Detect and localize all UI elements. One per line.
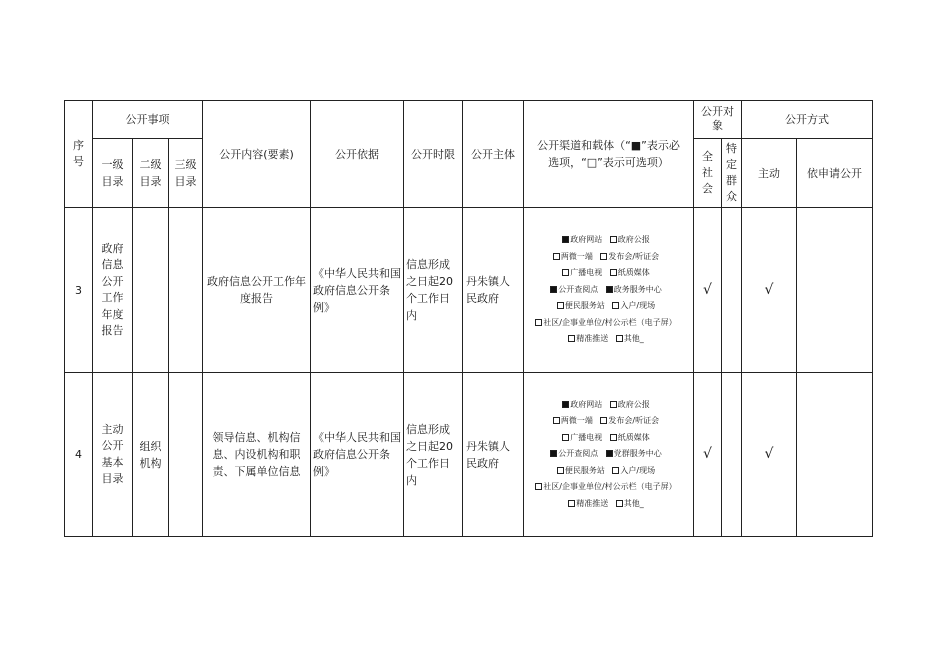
checkbox-icon [557, 302, 564, 309]
header-content [203, 101, 311, 208]
channel-label: 精准推送 [576, 498, 609, 508]
checkbox-icon [610, 401, 617, 408]
checkbox-icon [557, 467, 564, 474]
channel-option [568, 499, 608, 508]
row-aud-all [694, 208, 722, 373]
row-content [203, 208, 311, 373]
row-seq [65, 208, 93, 373]
channel-label: 党群服务中心 [613, 449, 662, 459]
channel-option [610, 268, 650, 277]
channel-label: 便民服务站 [564, 301, 605, 311]
checkbox-icon [562, 236, 569, 243]
channel-label: 两微一端 [560, 251, 593, 261]
header-aud-all [694, 139, 722, 208]
row-channels [524, 208, 694, 373]
channel-option [606, 449, 662, 458]
row-basis-text: 《中华人民共和国政府信息公开条例》 [313, 266, 401, 314]
row-aud-specific [722, 208, 742, 373]
header-audience [694, 101, 742, 139]
header-level3-text: 三级目录 [174, 158, 197, 188]
channel-line [524, 496, 693, 513]
row-content [203, 373, 311, 537]
header-item-group-text: 公开事项 [125, 113, 170, 126]
header-item-group [93, 101, 203, 139]
checkbox-icon [612, 467, 619, 474]
channel-option [535, 482, 676, 491]
row-time-limit [404, 373, 463, 537]
row-subject [463, 208, 524, 373]
checkbox-icon [568, 335, 575, 342]
row-seq-text: 3 [75, 283, 82, 297]
header-level3 [169, 139, 203, 208]
row-level1 [93, 208, 133, 373]
row-time-limit-text: 信息形成之日起20个工作日内 [406, 422, 453, 487]
row-content-text: 政府信息公开工作年度报告 [207, 275, 306, 305]
channel-label: 政府公报 [617, 235, 650, 245]
checkmark-icon: √ [764, 446, 774, 462]
header-audience-text: 公开对象 [701, 105, 734, 132]
channel-label: 政务服务中心 [613, 284, 662, 294]
channel-label: 纸质媒体 [617, 268, 650, 278]
header-method-text: 公开方式 [785, 113, 829, 126]
channel-option [562, 400, 602, 409]
row-seq [65, 373, 93, 537]
checkbox-icon [562, 401, 569, 408]
channel-label: 广播电视 [570, 268, 603, 278]
channel-option [600, 252, 659, 261]
checkbox-icon [610, 236, 617, 243]
channel-label: 政府网站 [570, 235, 603, 245]
row-level2 [133, 373, 169, 537]
channel-option [610, 433, 650, 442]
row-level2-text: 组织机构 [139, 439, 162, 470]
channel-label: 便民服务站 [564, 465, 605, 475]
row-subject-text: 丹朱镇人民政府 [466, 275, 510, 305]
checkbox-icon [562, 269, 569, 276]
channel-label: 社区/企事业单位/村公示栏（电子屏） [543, 317, 677, 327]
channel-option [550, 449, 598, 458]
row-aud-specific [722, 373, 742, 537]
header-method-request-text: 依申请公开 [807, 166, 862, 180]
channel-option [616, 334, 644, 343]
channel-label: 公开查阅点 [558, 284, 599, 294]
checkbox-icon [610, 269, 617, 276]
header-level1-text: 一级目录 [101, 158, 124, 188]
header-level1 [93, 139, 133, 208]
channel-option [600, 416, 659, 425]
checkbox-icon [550, 286, 557, 293]
channel-label: 其他_ [623, 334, 644, 344]
row-method-request [797, 208, 873, 373]
channel-line [524, 282, 693, 299]
channel-line [524, 413, 693, 430]
header-subject-text: 公开主体 [471, 147, 515, 161]
channel-line [524, 430, 693, 447]
channel-label: 精准推送 [576, 334, 609, 344]
channel-option [553, 252, 593, 261]
table-row [65, 373, 873, 537]
row-subject [463, 373, 524, 537]
row-level1 [93, 373, 133, 537]
checkbox-icon [568, 500, 575, 507]
row-level1-text: 政府信息公开工作年度报告 [101, 241, 124, 337]
channel-line [524, 249, 693, 266]
checkbox-icon [606, 450, 613, 457]
header-aud-specific-text: 特定群众 [726, 142, 737, 203]
channel-line [524, 232, 693, 249]
row-level3 [169, 208, 203, 373]
channel-label: 政府公报 [617, 399, 650, 409]
channel-line [524, 315, 693, 332]
checkmark-icon: √ [764, 281, 774, 298]
header-aud-all-text: 全社会 [702, 150, 713, 195]
channel-label: 社区/企事业单位/村公示栏（电子屏） [543, 482, 677, 492]
channel-label: 纸质媒体 [617, 432, 650, 442]
checkbox-icon [610, 434, 617, 441]
row-time-limit [404, 208, 463, 373]
channel-option [550, 285, 598, 294]
row-basis-text: 《中华人民共和国政府信息公开条例》 [313, 431, 401, 478]
header-subject [463, 101, 524, 208]
channel-label: 广播电视 [570, 432, 603, 442]
header-level2-text: 二级目录 [139, 158, 162, 188]
channel-label: 政府网站 [570, 399, 603, 409]
channel-option [568, 334, 608, 343]
channel-line [524, 331, 693, 348]
channel-option [562, 235, 602, 244]
checkbox-icon [600, 253, 607, 260]
row-basis [311, 208, 404, 373]
row-method-request [797, 373, 873, 537]
header-method-active-text: 主动 [758, 166, 780, 180]
channel-option [557, 301, 605, 310]
header-row-1 [65, 101, 873, 139]
row-level3 [169, 373, 203, 537]
checkbox-icon [550, 450, 557, 457]
header-method-request [797, 139, 873, 208]
checkmark-icon: √ [703, 281, 712, 298]
row-level2 [133, 208, 169, 373]
row-subject-text: 丹朱镇人民政府 [466, 439, 510, 470]
disclosure-table [64, 100, 873, 537]
channel-option [612, 466, 655, 475]
header-method-active [742, 139, 797, 208]
channel-label: 入户/现场 [620, 465, 656, 475]
channel-label: 两微一端 [560, 416, 593, 426]
channel-label: 发布会/听证会 [608, 251, 660, 261]
checkbox-icon [553, 417, 560, 424]
checkbox-icon [612, 302, 619, 309]
row-seq-text: 4 [75, 448, 82, 461]
table-row [65, 208, 873, 373]
channel-option [612, 301, 655, 310]
channel-line [524, 479, 693, 496]
channel-line [524, 298, 693, 315]
header-seq-text: 序号 [73, 139, 84, 168]
row-content-text: 领导信息、机构信息、内设机构和职责、下属单位信息 [212, 431, 301, 478]
channel-option [557, 466, 605, 475]
header-content-text: 公开内容(要素) [219, 147, 294, 161]
channel-label: 其他_ [623, 498, 644, 508]
channel-option [562, 433, 602, 442]
checkbox-icon [616, 500, 623, 507]
channel-label: 发布会/听证会 [608, 416, 660, 426]
channel-line [524, 446, 693, 463]
checkbox-icon [600, 417, 607, 424]
channel-option [610, 400, 650, 409]
channel-label: 入户/现场 [620, 301, 656, 311]
header-channel [524, 101, 694, 208]
header-channel-text: 公开渠道和载体（“■”表示必选项，“□”表示可选项） [537, 139, 680, 169]
channel-line [524, 265, 693, 282]
channel-option [616, 499, 644, 508]
channel-option [535, 318, 676, 327]
header-basis [311, 101, 404, 208]
row-method-active [742, 208, 797, 373]
checkmark-icon: √ [703, 446, 712, 462]
channel-option [610, 235, 650, 244]
checkbox-icon [616, 335, 623, 342]
row-method-active [742, 373, 797, 537]
header-time-limit-text: 公开时限 [411, 147, 455, 161]
header-time-limit [404, 101, 463, 208]
header-method [742, 101, 873, 139]
channel-option [562, 268, 602, 277]
channel-line [524, 397, 693, 414]
checkbox-icon [606, 286, 613, 293]
checkbox-icon [535, 319, 542, 326]
checkbox-icon [562, 434, 569, 441]
row-time-limit-text: 信息形成之日起20个工作日内 [406, 258, 453, 322]
header-basis-text: 公开依据 [335, 147, 379, 161]
row-channels [524, 373, 694, 537]
row-level1-text: 主动公开基本目录 [101, 422, 124, 485]
channel-option [606, 285, 662, 294]
channel-label: 公开查阅点 [558, 449, 599, 459]
header-aud-specific [722, 139, 742, 208]
checkbox-icon [535, 483, 542, 490]
header-level2 [133, 139, 169, 208]
row-aud-all [694, 373, 722, 537]
channel-line [524, 463, 693, 480]
row-basis [311, 373, 404, 537]
channel-option [553, 416, 593, 425]
header-seq [65, 101, 93, 208]
checkbox-icon [553, 253, 560, 260]
